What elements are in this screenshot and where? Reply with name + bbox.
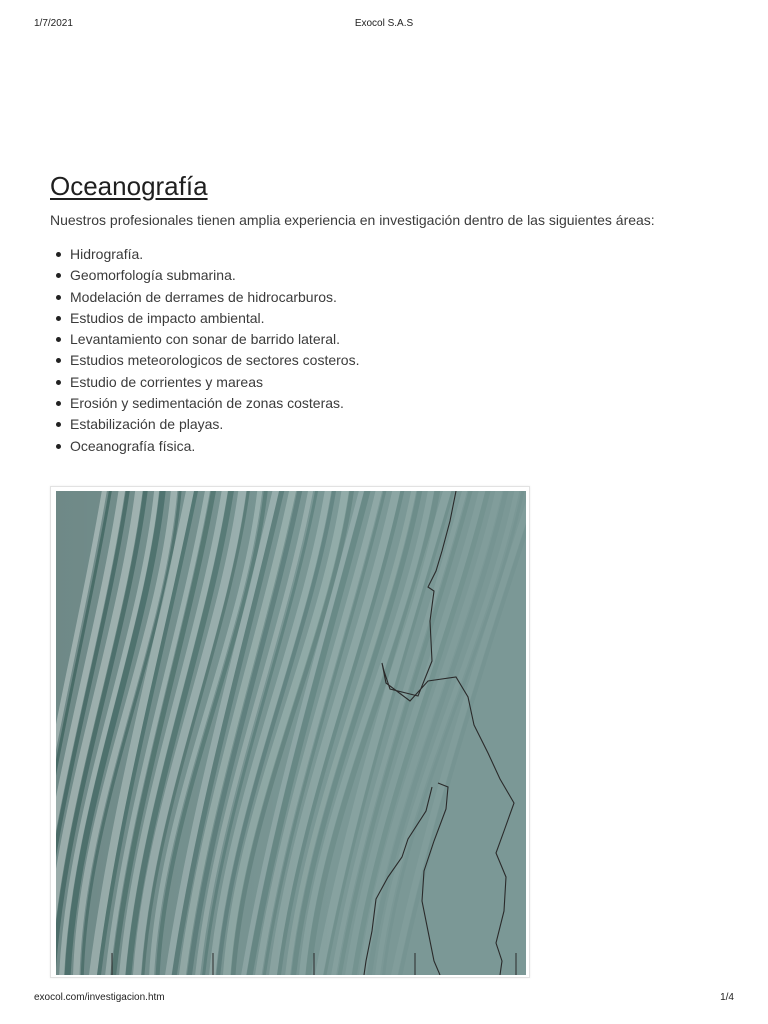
- list-item: Estudios de impacto ambiental.: [70, 308, 730, 329]
- sea-shading: [56, 491, 526, 975]
- list-item: Estudio de corrientes y mareas: [70, 372, 730, 393]
- print-footer: [0, 992, 768, 1006]
- list-item: Oceanografía física.: [70, 436, 730, 457]
- list-item: Geomorfología submarina.: [70, 265, 730, 286]
- list-item: Hidrografía.: [70, 244, 730, 265]
- wave-simulation-map: [56, 491, 526, 975]
- list-item: Erosión y sedimentación de zonas costeras.: [70, 393, 730, 414]
- print-date: 1/7/2021: [34, 18, 73, 29]
- article: [50, 170, 730, 457]
- intro-paragraph: Nuestros profesionales tienen amplia experiencia en investigación dentro de las siguientes áreas:: [50, 212, 655, 228]
- page-title[interactable]: Oceanografía: [50, 171, 208, 201]
- page-number: 1/4: [720, 992, 734, 1003]
- wave-simulation-figure: [50, 486, 530, 978]
- areas-list: [50, 244, 730, 457]
- list-item: Estabilización de playas.: [70, 414, 730, 435]
- list-item: Levantamiento con sonar de barrido lateral.: [70, 329, 730, 350]
- list-item: Estudios meteorologicos de sectores costeros.: [70, 350, 730, 371]
- list-item: Modelación de derrames de hidrocarburos.: [70, 287, 730, 308]
- print-url: exocol.com/investigacion.htm: [34, 992, 165, 1003]
- print-header: [0, 18, 768, 32]
- print-site-name: Exocol S.A.S: [354, 18, 414, 29]
